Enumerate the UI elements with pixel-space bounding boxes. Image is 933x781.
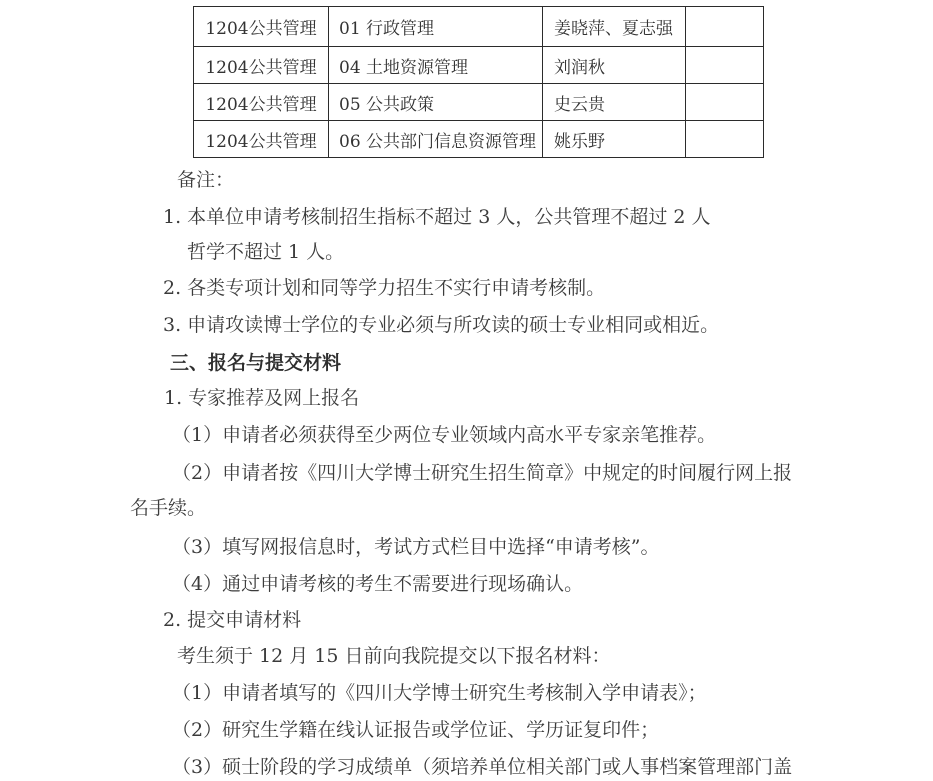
discipline-cell: 1204公共管理 [194, 84, 329, 121]
supervisor-cell: 史云贵 [543, 84, 686, 121]
empty-cell [686, 47, 764, 84]
table-row [194, 7, 764, 47]
program-table [193, 6, 764, 158]
direction-cell: 06 公共部门信息资源管理 [329, 121, 543, 158]
discipline-cell: 1204公共管理 [194, 47, 329, 84]
note-item-3: 3. 申请攻读博士学位的专业必须与所攻读的硕士专业相同或相近。 [163, 314, 720, 336]
discipline-cell: 1204公共管理 [194, 7, 329, 47]
notes-label: 备注： [177, 169, 235, 191]
note-item-1-cont: 哲学不超过 1 人。 [187, 241, 345, 263]
item-1-2: （2）申请者按《四川大学博士研究生招生简章》中规定的时间履行网上报 [172, 462, 793, 484]
item-1-4: （4）通过申请考核的考生不需要进行现场确认。 [172, 573, 584, 595]
supervisor-cell: 刘润秋 [543, 47, 686, 84]
item-1-1: （1）申请者必须获得至少两位专业领域内高水平专家亲笔推荐。 [172, 424, 717, 446]
empty-cell [686, 121, 764, 158]
supervisor-cell: 姚乐野 [543, 121, 686, 158]
note-item-2: 2. 各类专项计划和同等学力招生不实行申请考核制。 [163, 277, 606, 299]
item-1-3: （3）填写网报信息时，考试方式栏目中选择“申请考核”。 [172, 536, 660, 558]
empty-cell [686, 7, 764, 47]
discipline-cell: 1204公共管理 [194, 121, 329, 158]
item-1-2-cont: 名手续。 [130, 497, 207, 519]
supervisor-cell: 姜晓萍、夏志强 [543, 7, 686, 47]
empty-cell [686, 84, 764, 121]
table-row [194, 84, 764, 121]
direction-cell: 04 土地资源管理 [329, 47, 543, 84]
section-heading: 三、报名与提交材料 [170, 352, 342, 374]
subsection-2: 2. 提交申请材料 [163, 609, 302, 631]
table-row [194, 121, 764, 158]
subsection-1: 1. 专家推荐及网上报名 [164, 387, 360, 409]
item-2-2: （2）研究生学籍在线认证报告或学位证、学历证复印件； [172, 719, 660, 741]
table-row [194, 47, 764, 84]
item-2-3: （3）硕士阶段的学习成绩单（须培养单位相关部门或人事档案管理部门盖 [172, 756, 793, 778]
note-item-1: 1. 本单位申请考核制招生指标不超过 3 人，公共管理不超过 2 人 [163, 206, 711, 228]
deadline-text: 考生须于 12 月 15 日前向我院提交以下报名材料： [177, 645, 611, 667]
direction-cell: 01 行政管理 [329, 7, 543, 47]
item-2-1: （1）申请者填写的《四川大学博士研究生考核制入学申请表》； [172, 682, 707, 704]
direction-cell: 05 公共政策 [329, 84, 543, 121]
